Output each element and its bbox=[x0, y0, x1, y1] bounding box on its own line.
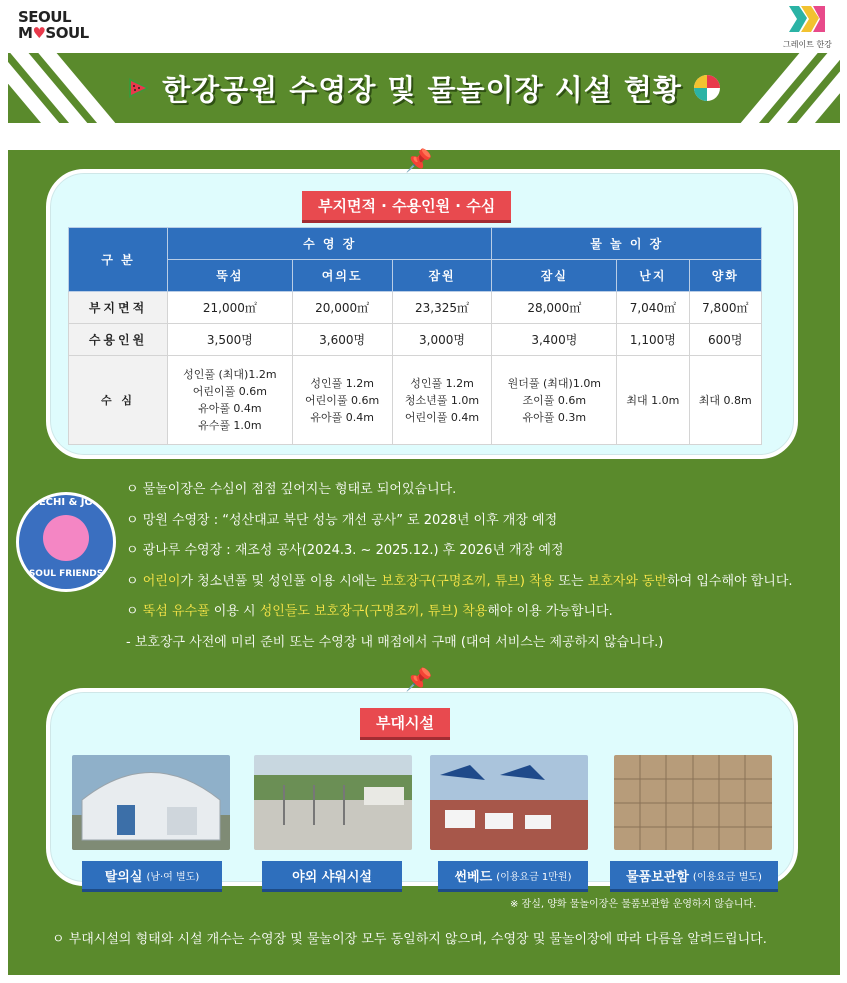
table-cell: 3,600명 bbox=[292, 324, 392, 356]
notes-list bbox=[126, 475, 793, 658]
table-row bbox=[69, 292, 762, 324]
depth-cell-nanji bbox=[617, 356, 689, 445]
seoul-logo-line1: SEOUL bbox=[18, 8, 72, 26]
depth-cell-ttukseom bbox=[168, 356, 293, 445]
column-header: 뚝섬 bbox=[168, 260, 293, 292]
table-cell: 28,000㎡ bbox=[492, 292, 617, 324]
depth-line: 유수풀 1.0m bbox=[198, 419, 262, 432]
column-header: 난지 bbox=[617, 260, 689, 292]
depth-line: 성인풀 (최대)1.2m bbox=[183, 368, 277, 381]
facility-table bbox=[68, 227, 762, 445]
mascot-bottom-text: SOUL FRIENDS bbox=[28, 569, 104, 579]
title-banner bbox=[8, 53, 840, 123]
outdoor-shower-caption: 야외 샤워시설 bbox=[262, 861, 402, 892]
facility-info-card bbox=[46, 149, 798, 459]
highlight-text: 어린이 bbox=[142, 573, 181, 589]
column-header: 잠원 bbox=[392, 260, 492, 292]
depth-line: 어린이풀 0.6m bbox=[305, 393, 380, 407]
table-cell: 20,000㎡ bbox=[292, 292, 392, 324]
depth-line: 유아풀 0.4m bbox=[198, 402, 262, 415]
table-cell: 7,800㎡ bbox=[689, 292, 761, 324]
row-header: 부지면적 bbox=[69, 292, 168, 324]
sunbed-caption: 썬베드 (이용요금 1만원) bbox=[438, 861, 588, 892]
changing-room-caption: 탈의실 (남·여 별도) bbox=[82, 861, 222, 892]
table-row bbox=[69, 356, 762, 445]
table-cell: 3,400명 bbox=[492, 324, 617, 356]
hangang-mark-icon bbox=[787, 4, 827, 34]
table-cell: 1,100명 bbox=[617, 324, 689, 356]
note-item: ㅇ 뚝섬 유수풀 이용 시 성인들도 보호장구(구명조끼, 튜브) 착용해야 이용 가능합니다. bbox=[126, 604, 613, 619]
table-corner-header: 구 분 bbox=[69, 228, 168, 292]
locker-photo bbox=[614, 755, 772, 850]
note-item: ㅇ 광나루 수영장 : 재조성 공사(2024.3. ~ 2025.12.) 후 2026년 개장 예정 bbox=[126, 543, 564, 558]
highlight-text: 성인들도 보호장구(구명조끼, 튜브) 착용 bbox=[259, 604, 488, 619]
highlight-text: 보호자와 동반 bbox=[587, 573, 668, 589]
table-cell: 600명 bbox=[689, 324, 761, 356]
section2-label: 부대시설 bbox=[360, 708, 450, 740]
depth-line: 조이풀 0.6m bbox=[522, 393, 587, 407]
section1-label: 부지면적 · 수용인원 · 수심 bbox=[302, 191, 511, 223]
seoul-logo-line2-soul: SOUL bbox=[45, 24, 89, 42]
depth-line: 청소년풀 1.0m bbox=[404, 393, 480, 407]
pushpin-icon: 📌 bbox=[405, 149, 433, 174]
changing-room-photo bbox=[72, 755, 230, 850]
table-cell: 3,000명 bbox=[392, 324, 492, 356]
note-item: - 보호장구 사전에 미리 준비 또는 수영장 내 매점에서 구매 (대여 서비스는 제공하지 않습니다.) bbox=[126, 634, 664, 650]
seoul-logo-line2-m: M bbox=[18, 24, 33, 42]
row-header: 수 심 bbox=[69, 356, 168, 445]
great-hangang-logo bbox=[783, 4, 831, 50]
depth-cell-jamsil bbox=[492, 356, 617, 445]
table-cell: 3,500명 bbox=[168, 324, 293, 356]
depth-line: 성인풀 1.2m bbox=[310, 376, 374, 390]
water-park-group-header: 물 놀 이 장 bbox=[492, 228, 762, 260]
column-header: 잠실 bbox=[492, 260, 617, 292]
locker-caption: 물품보관함 (이용요금 별도) bbox=[610, 861, 778, 892]
depth-line: 어린이풀 0.4m bbox=[404, 410, 480, 424]
note-item: ㅇ 망원 수영장 : “성산대교 북단 성능 개선 공사” 로 2028년 이후 개장 예정 bbox=[126, 512, 558, 528]
table-row bbox=[69, 324, 762, 356]
pushpin-icon: 📌 bbox=[405, 668, 433, 693]
top-bar bbox=[0, 0, 847, 52]
depth-cell-jamwon bbox=[392, 356, 492, 445]
column-header: 여의도 bbox=[292, 260, 392, 292]
hechi-joo-mascot bbox=[16, 492, 116, 592]
table-cell: 21,000㎡ bbox=[168, 292, 293, 324]
pool-group-header: 수 영 장 bbox=[168, 228, 492, 260]
beach-ball-icon bbox=[692, 73, 722, 103]
sunbed-photo bbox=[430, 755, 588, 850]
note-item: ㅇ 물놀이장은 수심이 점점 깊어지는 형태로 되어있습니다. bbox=[126, 482, 457, 497]
highlight-text: 보호장구(구명조끼, 튜브) 착용 bbox=[381, 573, 555, 589]
locker-footnote: ※ 잠실, 양화 물놀이장은 물품보관함 운영하지 않습니다. bbox=[510, 899, 757, 910]
heart-icon: ♥ bbox=[32, 24, 46, 42]
main-panel bbox=[8, 150, 840, 975]
depth-line: 최대 1.0m bbox=[626, 393, 680, 407]
mascot-top-text: HECHI & JOO bbox=[30, 497, 102, 508]
note-item: ㅇ 어린이가 청소년풀 및 성인풀 이용 시에는 보호장구(구명조끼, 튜브) 착용 또는 보호자와 동반하여 입수해야 합니다. bbox=[126, 573, 793, 589]
table-cell: 23,325㎡ bbox=[392, 292, 492, 324]
depth-line: 유아풀 0.4m bbox=[310, 410, 374, 424]
outdoor-shower-photo bbox=[254, 755, 412, 850]
watermelon-icon bbox=[126, 75, 152, 101]
depth-line: 원더풀 (최대)1.0m bbox=[507, 376, 602, 390]
column-header: 양화 bbox=[689, 260, 761, 292]
seoul-my-soul-logo bbox=[18, 9, 89, 41]
amenities-card bbox=[46, 668, 798, 886]
depth-cell-yanghwa bbox=[689, 356, 761, 445]
bottom-note: ㅇ 부대시설의 형태와 시설 개수는 수영장 및 물놀이장 모두 동일하지 않으며, 수영장 및 물놀이장에 따라 다름을 알려드립니다. bbox=[52, 932, 767, 947]
depth-line: 최대 0.8m bbox=[698, 393, 752, 407]
table-cell: 7,040㎡ bbox=[617, 292, 689, 324]
hangang-logo-caption: 그레이트 한강 bbox=[783, 40, 832, 49]
depth-line: 유아풀 0.3m bbox=[522, 410, 587, 424]
page-title: 한강공원 수영장 및 물놀이장 시설 현황 bbox=[162, 72, 682, 107]
depth-line: 성인풀 1.2m bbox=[410, 376, 474, 390]
depth-cell-yeouido bbox=[292, 356, 392, 445]
depth-line: 어린이풀 0.6m bbox=[192, 385, 267, 398]
row-header: 수용인원 bbox=[69, 324, 168, 356]
highlight-text: 뚝섬 유수풀 bbox=[142, 604, 210, 619]
